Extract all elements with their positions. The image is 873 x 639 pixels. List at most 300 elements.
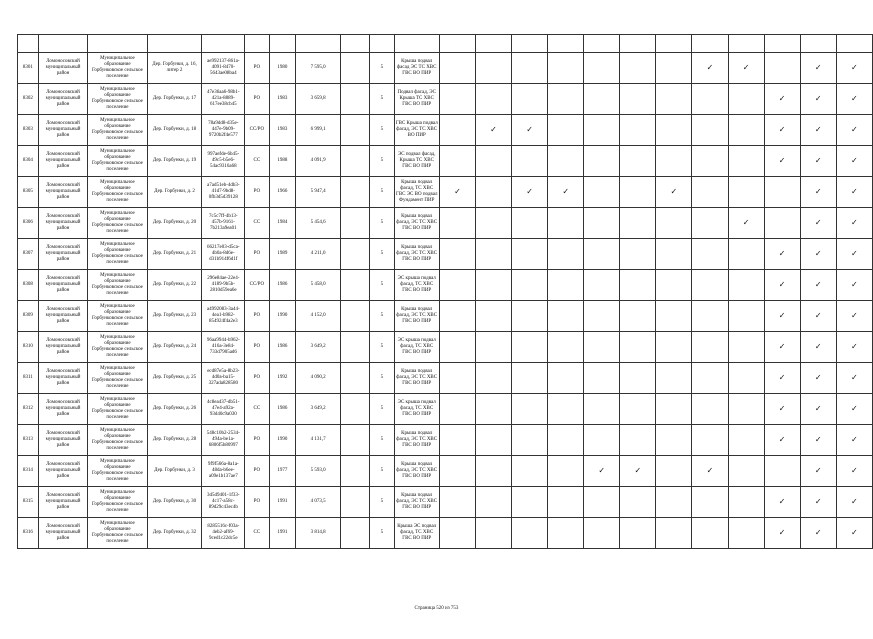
guid-cell: a4992083-3a44-4ea1-b982-854924f4a2e3 (202, 301, 245, 332)
blank-cell (341, 425, 370, 456)
municipality-cell: Муниципальное образование Горбунковское сельское поселение (88, 115, 147, 146)
district-cell: Ломоносовский муниципальный район (38, 487, 88, 518)
empty-cell (475, 239, 511, 270)
year-cell: 1966 (269, 177, 296, 208)
year-cell: 1986 (269, 394, 296, 425)
empty-cell (584, 177, 620, 208)
guid-cell: 296e84ae-22e4-4189-9b5b-2810d59ea6e (202, 270, 245, 301)
empty-cell (475, 84, 511, 115)
empty-cell (728, 363, 764, 394)
blank-cell (341, 332, 370, 363)
empty-cell (728, 177, 764, 208)
empty-cell (512, 518, 548, 549)
empty-cell (439, 456, 475, 487)
address-cell: Дер. Горбунки, д. 30 (147, 487, 202, 518)
area-cell: 3 814,8 (296, 518, 341, 549)
district-cell: Ломоносовский муниципальный район (38, 363, 88, 394)
checkmark-icon: ✓ (836, 115, 872, 146)
empty-cell (692, 239, 728, 270)
municipality-cell: Муниципальное образование Горбунковское сельское поселение (88, 394, 147, 425)
page-footer: Страница 520 из 753 (414, 606, 459, 611)
row-number: 8304 (18, 146, 39, 177)
checkmark-icon: ✓ (800, 115, 836, 146)
empty-cell (692, 425, 728, 456)
empty-cell (692, 84, 728, 115)
year-cell: 1991 (269, 487, 296, 518)
empty-cell (584, 84, 620, 115)
empty-cell (439, 363, 475, 394)
checkmark-icon: ✓ (512, 177, 548, 208)
guid-cell: a7ad51eb-4db3-41d7-9bd8-0fb3d5d39128 (202, 177, 245, 208)
empty-cell (439, 84, 475, 115)
empty-cell (512, 487, 548, 518)
row-number: 8306 (18, 208, 39, 239)
area-cell: 4 211,0 (296, 239, 341, 270)
count-cell: 5 (370, 146, 394, 177)
municipality-cell: Муниципальное образование Горбунковское сельское поселение (88, 239, 147, 270)
empty-cell (475, 425, 511, 456)
empty-cell (475, 456, 511, 487)
empty-cell (728, 456, 764, 487)
checkmark-icon: ✓ (728, 53, 764, 84)
row-number: 8302 (18, 84, 39, 115)
checkmark-icon: ✓ (692, 53, 728, 84)
count-cell: 5 (370, 363, 394, 394)
address-cell: Дер. Горбунки, д. 28 (147, 425, 202, 456)
empty-cell (656, 53, 692, 84)
empty-cell (584, 394, 620, 425)
district-cell: Ломоносовский муниципальный район (38, 301, 88, 332)
empty-cell (728, 487, 764, 518)
empty-cell (620, 115, 656, 146)
type-cell: РО (245, 332, 270, 363)
empty-cell (475, 518, 511, 549)
district-cell: Ломоносовский муниципальный район (38, 84, 88, 115)
empty-cell (728, 115, 764, 146)
guid-cell: 548c10b2-2534-494a-be1a-6806f5b80997 (202, 425, 245, 456)
count-cell: 5 (370, 208, 394, 239)
empty-cell (512, 394, 548, 425)
works-cell: ЭС подвал фасад, Крыша ТС ХВС ГВС ВО ПИР (394, 146, 439, 177)
empty-cell (512, 270, 548, 301)
row-number: 8303 (18, 115, 39, 146)
blank-cell (296, 35, 341, 53)
blank-cell (341, 35, 370, 53)
year-cell: 1983 (269, 115, 296, 146)
checkmark-icon: ✓ (836, 518, 872, 549)
empty-cell (728, 332, 764, 363)
empty-cell (656, 487, 692, 518)
works-cell: Крыша подвал фасад, ЭС ТС ХВС ГВС ВО ПИР (394, 487, 439, 518)
guid-cell: ae992137-861a-4091-8470-5643ae08ba4 (202, 53, 245, 84)
empty-cell (728, 146, 764, 177)
area-cell: 5 947,4 (296, 177, 341, 208)
empty-cell (764, 456, 800, 487)
empty-cell (620, 84, 656, 115)
count-cell: 5 (370, 177, 394, 208)
checkmark-icon: ✓ (836, 425, 872, 456)
checkmark-icon: ✓ (836, 301, 872, 332)
empty-cell (548, 394, 584, 425)
area-cell: 5 458,0 (296, 270, 341, 301)
checkmark-icon: ✓ (764, 84, 800, 115)
empty-cell (584, 53, 620, 84)
guid-cell: ecd87e5a-8b23-4d0a-ba15-327ada828580 (202, 363, 245, 394)
empty-cell (512, 84, 548, 115)
guid-cell: 78a9dd8-d35e-447e-9b09-9720b2f4e577 (202, 115, 245, 146)
empty-cell (620, 53, 656, 84)
empty-cell (439, 518, 475, 549)
address-cell: Дер. Горбунки, д. 3 (147, 456, 202, 487)
blank-cell (341, 394, 370, 425)
works-cell: Крыша подвал фасад, ЭС ТС ХВС ГВС ВО ПИР (394, 456, 439, 487)
empty-cell (584, 425, 620, 456)
empty-cell (728, 270, 764, 301)
empty-cell (439, 239, 475, 270)
checkmark-icon: ✓ (764, 425, 800, 456)
row-number: 8309 (18, 301, 39, 332)
empty-cell (584, 115, 620, 146)
checkmark-icon: ✓ (836, 177, 872, 208)
address-cell: Дер. Горбунки, д. 26 (147, 394, 202, 425)
empty-cell (475, 270, 511, 301)
works-cell: Крыша подвал фасад, ЭС ТС ХВС ГВС ВО ПИР (394, 301, 439, 332)
address-cell: Дер. Горбунки, д. 2 (147, 177, 202, 208)
type-cell: СС (245, 146, 270, 177)
empty-cell (584, 208, 620, 239)
register-table-body (18, 35, 873, 549)
works-cell: Крыша подвал фасад ЭС ТС ХВС ГВС ВО ПИР (394, 53, 439, 84)
checkmark-icon: ✓ (764, 332, 800, 363)
empty-cell (584, 146, 620, 177)
works-cell: Крыша подвал фасад, ЭС ТС ХВС ГВС ВО ПИР (394, 363, 439, 394)
type-cell: СС/РО (245, 115, 270, 146)
empty-cell (728, 518, 764, 549)
table-row (18, 456, 873, 487)
empty-cell (620, 332, 656, 363)
address-cell: Дер. Горбунки, д. 22 (147, 270, 202, 301)
checkmark-icon: ✓ (800, 301, 836, 332)
district-cell: Ломоносовский муниципальный район (38, 208, 88, 239)
checkmark-icon: ✓ (764, 115, 800, 146)
table-row (18, 363, 873, 394)
table-row (18, 394, 873, 425)
register-table (17, 34, 873, 549)
year-cell: 1977 (269, 456, 296, 487)
checkmark-icon: ✓ (800, 84, 836, 115)
empty-cell (439, 332, 475, 363)
count-cell: 5 (370, 53, 394, 84)
empty-cell (548, 456, 584, 487)
empty-cell (512, 146, 548, 177)
empty-cell (656, 239, 692, 270)
municipality-cell: Муниципальное образование Горбунковское сельское поселение (88, 332, 147, 363)
count-cell: 5 (370, 394, 394, 425)
row-number: 8307 (18, 239, 39, 270)
empty-cell (656, 363, 692, 394)
empty-cell (656, 394, 692, 425)
checkmark-icon: ✓ (836, 394, 872, 425)
address-cell: Дер. Горбунки, д. 18 (147, 115, 202, 146)
empty-cell (620, 208, 656, 239)
blank-cell (341, 84, 370, 115)
address-cell: Дер. Горбунки, д. 17 (147, 84, 202, 115)
empty-cell (764, 53, 800, 84)
guid-cell: 997aefde-6b45-49c5-b5e6-54ac9316a68 (202, 146, 245, 177)
municipality-cell: Муниципальное образование Горбунковское сельское поселение (88, 177, 147, 208)
address-cell: Дер. Горбунки, д. 24 (147, 332, 202, 363)
table-row (18, 301, 873, 332)
row-number: 8313 (18, 425, 39, 456)
empty-cell (692, 518, 728, 549)
blank-cell (764, 35, 800, 53)
count-cell: 5 (370, 487, 394, 518)
municipality-cell: Муниципальное образование Горбунковское сельское поселение (88, 301, 147, 332)
guid-cell: 8285516c-f03a-4eb2-af69-9ced1c22dc5e (202, 518, 245, 549)
empty-cell (620, 301, 656, 332)
area-cell: 5 454,6 (296, 208, 341, 239)
empty-cell (692, 115, 728, 146)
blank-cell (584, 35, 620, 53)
blank-cell (512, 35, 548, 53)
checkmark-icon: ✓ (584, 456, 620, 487)
type-cell: РО (245, 487, 270, 518)
blank-cell (439, 35, 475, 53)
empty-cell (548, 53, 584, 84)
blank-cell (38, 35, 88, 53)
checkmark-icon: ✓ (800, 425, 836, 456)
count-cell: 5 (370, 84, 394, 115)
checkmark-icon: ✓ (764, 301, 800, 332)
municipality-cell: Муниципальное образование Горбунковское сельское поселение (88, 208, 147, 239)
area-cell: 4 073,5 (296, 487, 341, 518)
row-number: 8305 (18, 177, 39, 208)
empty-cell (620, 363, 656, 394)
empty-cell (692, 363, 728, 394)
checkmark-icon: ✓ (836, 332, 872, 363)
guid-cell: 4c8ea437-db51-47e4-a92a-93d40c9a030 (202, 394, 245, 425)
empty-cell (439, 115, 475, 146)
checkmark-icon: ✓ (836, 270, 872, 301)
checkmark-icon: ✓ (800, 239, 836, 270)
empty-cell (475, 146, 511, 177)
municipality-cell: Муниципальное образование Горбунковское сельское поселение (88, 146, 147, 177)
empty-cell (512, 425, 548, 456)
area-cell: 3 649,2 (296, 394, 341, 425)
empty-cell (656, 301, 692, 332)
empty-cell (439, 487, 475, 518)
district-cell: Ломоносовский муниципальный район (38, 115, 88, 146)
blank-cell (341, 487, 370, 518)
table-row (18, 177, 873, 208)
empty-cell (439, 270, 475, 301)
empty-cell (656, 270, 692, 301)
municipality-cell: Муниципальное образование Горбунковское сельское поселение (88, 456, 147, 487)
year-cell: 1989 (269, 239, 296, 270)
checkmark-icon: ✓ (836, 53, 872, 84)
empty-cell (548, 239, 584, 270)
checkmark-icon: ✓ (764, 487, 800, 518)
works-cell: ЭС крыша подвал фасад, ТС ХВС ГВС ВО ПИР (394, 332, 439, 363)
municipality-cell: Муниципальное образование Горбунковское сельское поселение (88, 84, 147, 115)
works-cell: Крыша подвал фасад, ЭС ТС ХВС ГВС ВО ПИР (394, 239, 439, 270)
checkmark-icon: ✓ (800, 146, 836, 177)
checkmark-icon: ✓ (656, 177, 692, 208)
blank-cell (341, 146, 370, 177)
blank-cell (394, 35, 439, 53)
year-cell: 1988 (269, 146, 296, 177)
count-cell: 5 (370, 115, 394, 146)
empty-cell (548, 487, 584, 518)
checkmark-icon: ✓ (800, 487, 836, 518)
area-cell: 3 659,8 (296, 84, 341, 115)
row-number: 8310 (18, 332, 39, 363)
empty-cell (512, 456, 548, 487)
type-cell: СС/РО (245, 270, 270, 301)
empty-cell (439, 301, 475, 332)
year-cell: 1986 (269, 270, 296, 301)
empty-cell (439, 394, 475, 425)
row-number: 8314 (18, 456, 39, 487)
empty-cell (620, 394, 656, 425)
empty-cell (512, 363, 548, 394)
district-cell: Ломоносовский муниципальный район (38, 270, 88, 301)
table-row (18, 115, 873, 146)
blank-cell (341, 363, 370, 394)
year-cell: 1980 (269, 53, 296, 84)
district-cell: Ломоносовский муниципальный район (38, 518, 88, 549)
blank-cell (341, 518, 370, 549)
empty-cell (728, 84, 764, 115)
blank-cell (147, 35, 202, 53)
empty-cell (656, 518, 692, 549)
type-cell: СС (245, 208, 270, 239)
empty-cell (475, 487, 511, 518)
blank-cell (341, 270, 370, 301)
municipality-cell: Муниципальное образование Горбунковское сельское поселение (88, 487, 147, 518)
empty-cell (512, 332, 548, 363)
row-number: 8311 (18, 363, 39, 394)
empty-cell (692, 177, 728, 208)
count-cell: 5 (370, 301, 394, 332)
checkmark-icon: ✓ (728, 208, 764, 239)
empty-cell (728, 394, 764, 425)
checkmark-icon: ✓ (800, 332, 836, 363)
district-cell: Ломоносовский муниципальный район (38, 239, 88, 270)
checkmark-icon: ✓ (475, 115, 511, 146)
works-cell: Крыша подвал фасад, ТС ХВС ГВС ЭС ВО подвал Фундамент ПИР (394, 177, 439, 208)
empty-cell (620, 518, 656, 549)
guid-cell: 7c5c7ff-4b13-457b-9161-7b213a9ea01 (202, 208, 245, 239)
works-cell: ГВС Крыша подвал фасад, ЭС ТС ХВС ВО ПИР (394, 115, 439, 146)
empty-cell (475, 208, 511, 239)
district-cell: Ломоносовский муниципальный район (38, 53, 88, 84)
blank-cell (620, 35, 656, 53)
municipality-cell: Муниципальное образование Горбунковское сельское поселение (88, 518, 147, 549)
empty-cell (656, 332, 692, 363)
empty-cell (584, 301, 620, 332)
empty-cell (548, 363, 584, 394)
empty-cell (584, 239, 620, 270)
blank-cell (656, 35, 692, 53)
type-cell: РО (245, 456, 270, 487)
works-cell: Крыша подвал фасад, ЭС ТС ХВС ГВС ВО ПИР (394, 425, 439, 456)
blank-cell (475, 35, 511, 53)
empty-cell (548, 270, 584, 301)
empty-cell (728, 301, 764, 332)
checkmark-icon: ✓ (512, 115, 548, 146)
district-cell: Ломоносовский муниципальный район (38, 332, 88, 363)
checkmark-icon: ✓ (439, 177, 475, 208)
empty-cell (620, 239, 656, 270)
empty-cell (656, 425, 692, 456)
address-cell: Дер. Горбунки, д. 23 (147, 301, 202, 332)
type-cell: СС (245, 518, 270, 549)
empty-cell (692, 332, 728, 363)
checkmark-icon: ✓ (800, 363, 836, 394)
empty-cell (439, 208, 475, 239)
checkmark-icon: ✓ (800, 177, 836, 208)
blank-cell (341, 239, 370, 270)
empty-cell (764, 208, 800, 239)
count-cell: 5 (370, 456, 394, 487)
table-header-blank-row (18, 35, 873, 53)
empty-cell (512, 239, 548, 270)
works-cell: ЭС крыша подвал фасад, ТС ХВС ГВС ВО ПИР (394, 270, 439, 301)
address-cell: Дер. Горбунки, д. 25 (147, 363, 202, 394)
count-cell: 5 (370, 332, 394, 363)
empty-cell (475, 53, 511, 84)
empty-cell (475, 301, 511, 332)
table-row (18, 487, 873, 518)
blank-cell (341, 115, 370, 146)
works-cell: Подвал фасад, ЭС Крыша ТС ХВС ГВС ВО ПИР (394, 84, 439, 115)
empty-cell (620, 425, 656, 456)
area-cell: 4 090,2 (296, 363, 341, 394)
empty-cell (620, 487, 656, 518)
year-cell: 1990 (269, 425, 296, 456)
empty-cell (548, 115, 584, 146)
table-row (18, 146, 873, 177)
table-row (18, 239, 873, 270)
address-cell: Дер. Горбунки, д. 19 (147, 146, 202, 177)
checkmark-icon: ✓ (764, 270, 800, 301)
municipality-cell: Муниципальное образование Горбунковское сельское поселение (88, 425, 147, 456)
empty-cell (764, 177, 800, 208)
empty-cell (620, 177, 656, 208)
empty-cell (548, 332, 584, 363)
year-cell: 1992 (269, 363, 296, 394)
checkmark-icon: ✓ (836, 487, 872, 518)
type-cell: РО (245, 239, 270, 270)
empty-cell (439, 425, 475, 456)
works-cell: Крыша ЭС подвал фасад, ТС ХВС ГВС ВО ПИР (394, 518, 439, 549)
checkmark-icon: ✓ (620, 456, 656, 487)
works-cell: ЭС крыша подвал фасад, ТС ХВС ГВС ВО ПИР (394, 394, 439, 425)
checkmark-icon: ✓ (800, 456, 836, 487)
year-cell: 1984 (269, 208, 296, 239)
blank-cell (341, 301, 370, 332)
table-row (18, 270, 873, 301)
blank-cell (269, 35, 296, 53)
empty-cell (620, 270, 656, 301)
district-cell: Ломоносовский муниципальный район (38, 146, 88, 177)
municipality-cell: Муниципальное образование Горбунковское сельское поселение (88, 53, 147, 84)
empty-cell (584, 518, 620, 549)
year-cell: 1986 (269, 332, 296, 363)
blank-cell (341, 456, 370, 487)
checkmark-icon: ✓ (836, 146, 872, 177)
